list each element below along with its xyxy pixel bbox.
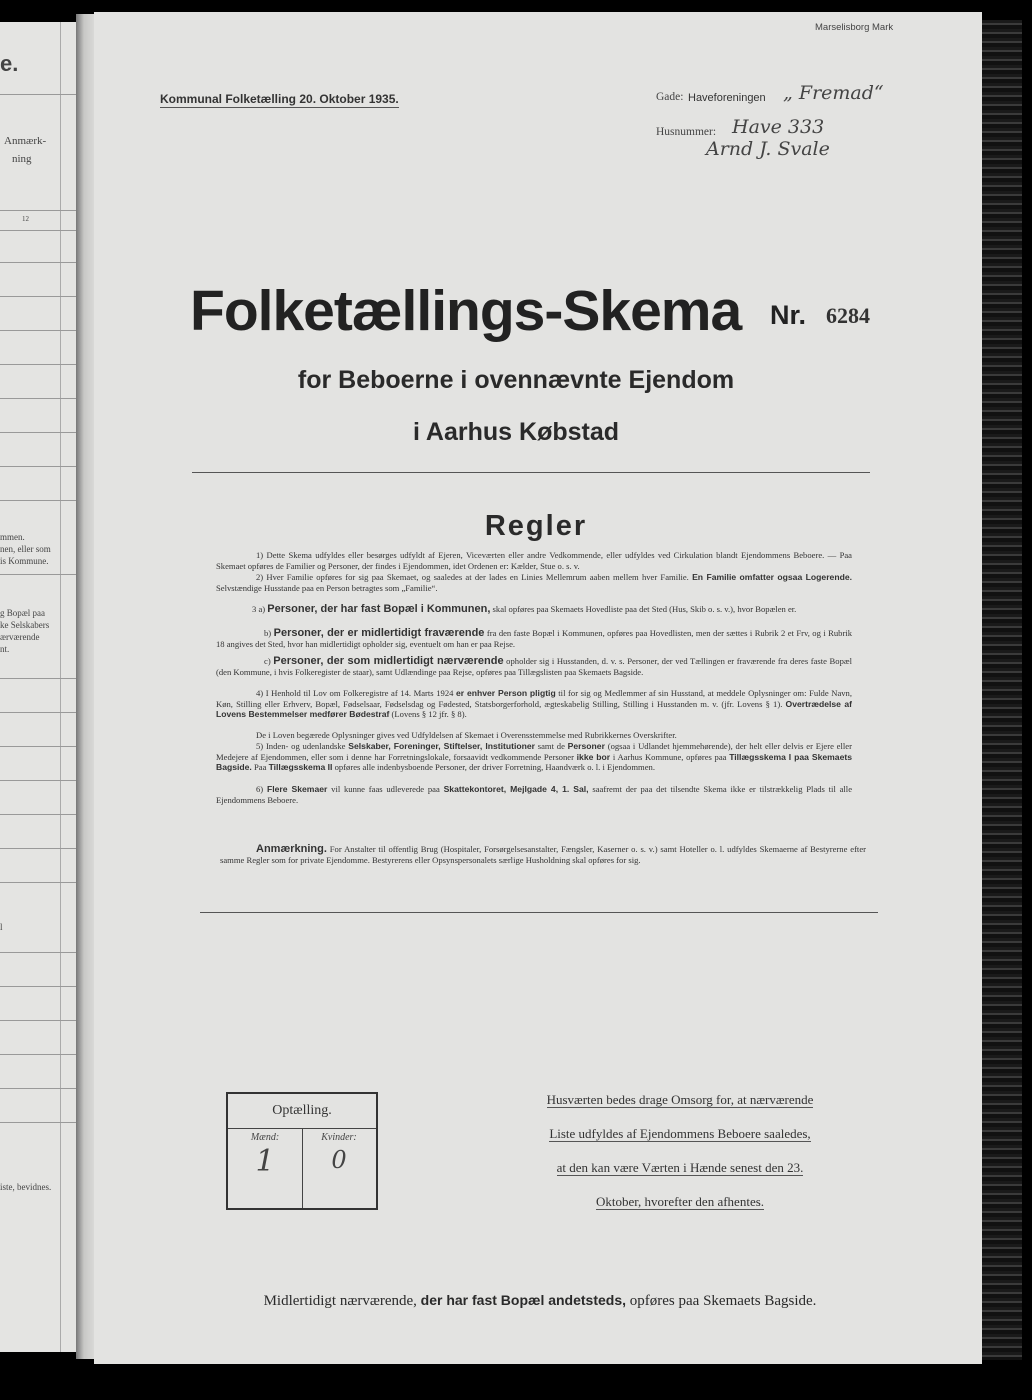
house-label: Husnummer: bbox=[656, 126, 717, 138]
rule-4-note: De i Loven begærede Oplysninger gives ved Udfyldelsen af Skemaet i Overensstemmelse med Rubrikkernes Overskrifter. bbox=[256, 730, 677, 740]
form-nr-value: 6284 bbox=[826, 303, 870, 328]
rule-3c: c) Personer, der som midlertidigt nærværende opholder sig i Husstanden, d. v. s. Personer, der ved Tællingen er fraværende fra deres faste Bopæl (den Kommune, i hvis Folkeregister de staar), samt Udlændinge paa Rejse, opføres paa Tillægslisten paa Skemaets Bagside. bbox=[216, 655, 852, 677]
count-box-title: Optælling. bbox=[228, 1094, 376, 1129]
rule-3b: b) Personer, der er midlertidigt fraværende fra den faste Bopæl i Kommunen, opføres paa Hovedlisten, men der sættes i Rubrik 2 et Frv, og i Rubrik 18 angives det Sted, hvor han midlertidigt opholder sig, eventuelt om han er paa Rejse. bbox=[216, 627, 853, 649]
left-note-6: ærværende bbox=[0, 632, 40, 642]
women-label: Kvinder: bbox=[321, 1132, 357, 1143]
left-note-4: g Bopæl paa bbox=[0, 608, 45, 618]
corner-stamp: Marselisborg Mark bbox=[815, 22, 894, 33]
title-divider bbox=[192, 472, 870, 473]
left-adjacent-page bbox=[0, 22, 76, 1352]
left-page-letter: e. bbox=[0, 51, 19, 76]
remark-label: Anmærkning. bbox=[256, 843, 327, 855]
house-handwritten: Have 333 bbox=[732, 116, 825, 138]
remark-paragraph: Anmærkning. For Anstalter til offentlig Brug (Hospitaler, Forsørgelsesanstalter, Fængsler, Kaserner o. s. v.) samt Hoteller o. l. udfyldes Skemaerne af Bestyrerne efter samme Regler som for private Ejendomme. Bestyrerens eller Opsynspersonalets særlige Husholdning skal opføres for sig. bbox=[220, 843, 866, 865]
notice-line-2: Liste udfyldes af Ejendommens Beboere saaledes, bbox=[549, 1126, 811, 1141]
street-label: Gade: bbox=[656, 91, 684, 103]
binding-edge bbox=[982, 20, 1022, 1360]
rules-divider bbox=[200, 912, 878, 913]
left-col-header-2: ning bbox=[12, 153, 32, 165]
street-printed: Haveforeningen bbox=[688, 92, 766, 104]
census-title: Kommunal Folketælling 20. Oktober 1935. bbox=[160, 92, 399, 106]
form-nr-label: Nr. bbox=[770, 300, 807, 330]
footer-note: Midlertidigt nærværende, der har fast Bopæl andetsteds, opføres paa Skemaets Bagside. bbox=[263, 1292, 817, 1309]
form-subtitle-1: for Beboerne i ovennævnte Ejendom bbox=[297, 366, 735, 394]
rule-5: 5) Inden- og udenlandske Selskaber, Foreninger, Stiftelser, Institutioner samt de Personer (ogsaa i Udlandet hjemmehørende), der helt eller delvis er Ejere eller Medejere af Ejendommen, eller som i denne har Forretningslokale, forsaavidt vedkommende Personer ikke bor i Aarhus Kommune, opføres paa Tillægsskema I paa Skemaets Bagside. Paa Tillægsskema II opføres alle indenbysboende Personer, der driver Forretning, Haandværk o. l. i Ejendommen. bbox=[216, 741, 852, 773]
rule-3a: 3 a) Personer, der har fast Bopæl i Kommunen, skal opføres paa Skemaets Hovedliste paa det Sted (Hus, Skib o. s. v.), hvor Bopælen er. bbox=[252, 603, 797, 615]
notice-line-4: Oktober, hvorefter den afhentes. bbox=[595, 1194, 765, 1209]
rule-2: 2) Hver Familie opføres for sig paa Skemaet, og saaledes at der lades en Linies Mellemrum aaben mellem hver Familie. En Familie omfatter ogsaa Logerende. Selvstændige Husstande paa en Person betragtes som „Familie“. bbox=[216, 572, 852, 593]
left-note-2: nen, eller som bbox=[0, 544, 51, 554]
left-note-5: ke Selskabers bbox=[0, 620, 50, 630]
left-note-3: is Kommune. bbox=[0, 556, 49, 566]
rules-heading: Regler bbox=[484, 510, 588, 542]
form-main-title: Folketællings-Skema bbox=[190, 279, 742, 343]
owner-handwritten: Arnd J. Svale bbox=[706, 138, 830, 160]
left-note-7: nt. bbox=[0, 644, 10, 654]
count-box bbox=[226, 1092, 378, 1210]
rule-1: 1) Dette Skema udfyldes eller besørges udfyldt af Ejeren, Viceværten eller andre Vedkommende, eller udfyldes ved Cirkulation blandt Ejendommens Beboere. — Paa Skemaet opføres de Familier og Personer, der findes i Ejendommen, idet Ordenen er: Kælder, Stue o. s. v. bbox=[216, 550, 852, 571]
women-count: 0 bbox=[331, 1146, 347, 1174]
left-col-header-1: Anmærk- bbox=[4, 135, 47, 147]
street-handwritten: „ Fremad“ bbox=[783, 82, 884, 104]
rule-4: 4) I Henhold til Lov om Folkeregistre af 14. Marts 1924 er enhver Person pligtig til for sig og Medlemmer af sin Husstand, at meddele Oplysninger om: Fulde Navn, Køn, Stilling eller Erhverv, Bopæl, Fødselsaar, Fødselsdag og Fødested, Statsborgerforhold, ægteskabelig Stilling, Stilling i Husstanden m. v. (jfr. Lovens § 1). Overtrædelse af Lovens Bestemmelser medfører Bødestraf (Lovens § 12 jfr. § 8). bbox=[216, 688, 853, 720]
notice-line-3: at den kan være Værten i Hænde senest den 23. bbox=[556, 1160, 804, 1175]
men-label: Mænd: bbox=[250, 1132, 280, 1143]
left-col-number: 12 bbox=[22, 215, 29, 223]
form-subtitle-2: i Aarhus Købstad bbox=[412, 418, 620, 446]
landlord-notice bbox=[500, 1092, 860, 1228]
left-note-9: iste, bevidnes. bbox=[0, 1182, 52, 1192]
men-count: 1 bbox=[255, 1144, 275, 1179]
page-gutter bbox=[76, 14, 96, 1359]
rule-6: 6) Flere Skemaer vil kunne faas udleverede paa Skattekontoret, Mejlgade 4, 1. Sal, saafremt der paa det tilsendte Skema ikke er tilstrækkelig Plads til alle Ejendommens Beboere. bbox=[216, 784, 853, 805]
left-note-1: mmen. bbox=[0, 532, 25, 542]
left-note-8: l bbox=[0, 922, 3, 932]
notice-line-1: Husværten bedes drage Omsorg for, at nærværende bbox=[546, 1092, 814, 1107]
